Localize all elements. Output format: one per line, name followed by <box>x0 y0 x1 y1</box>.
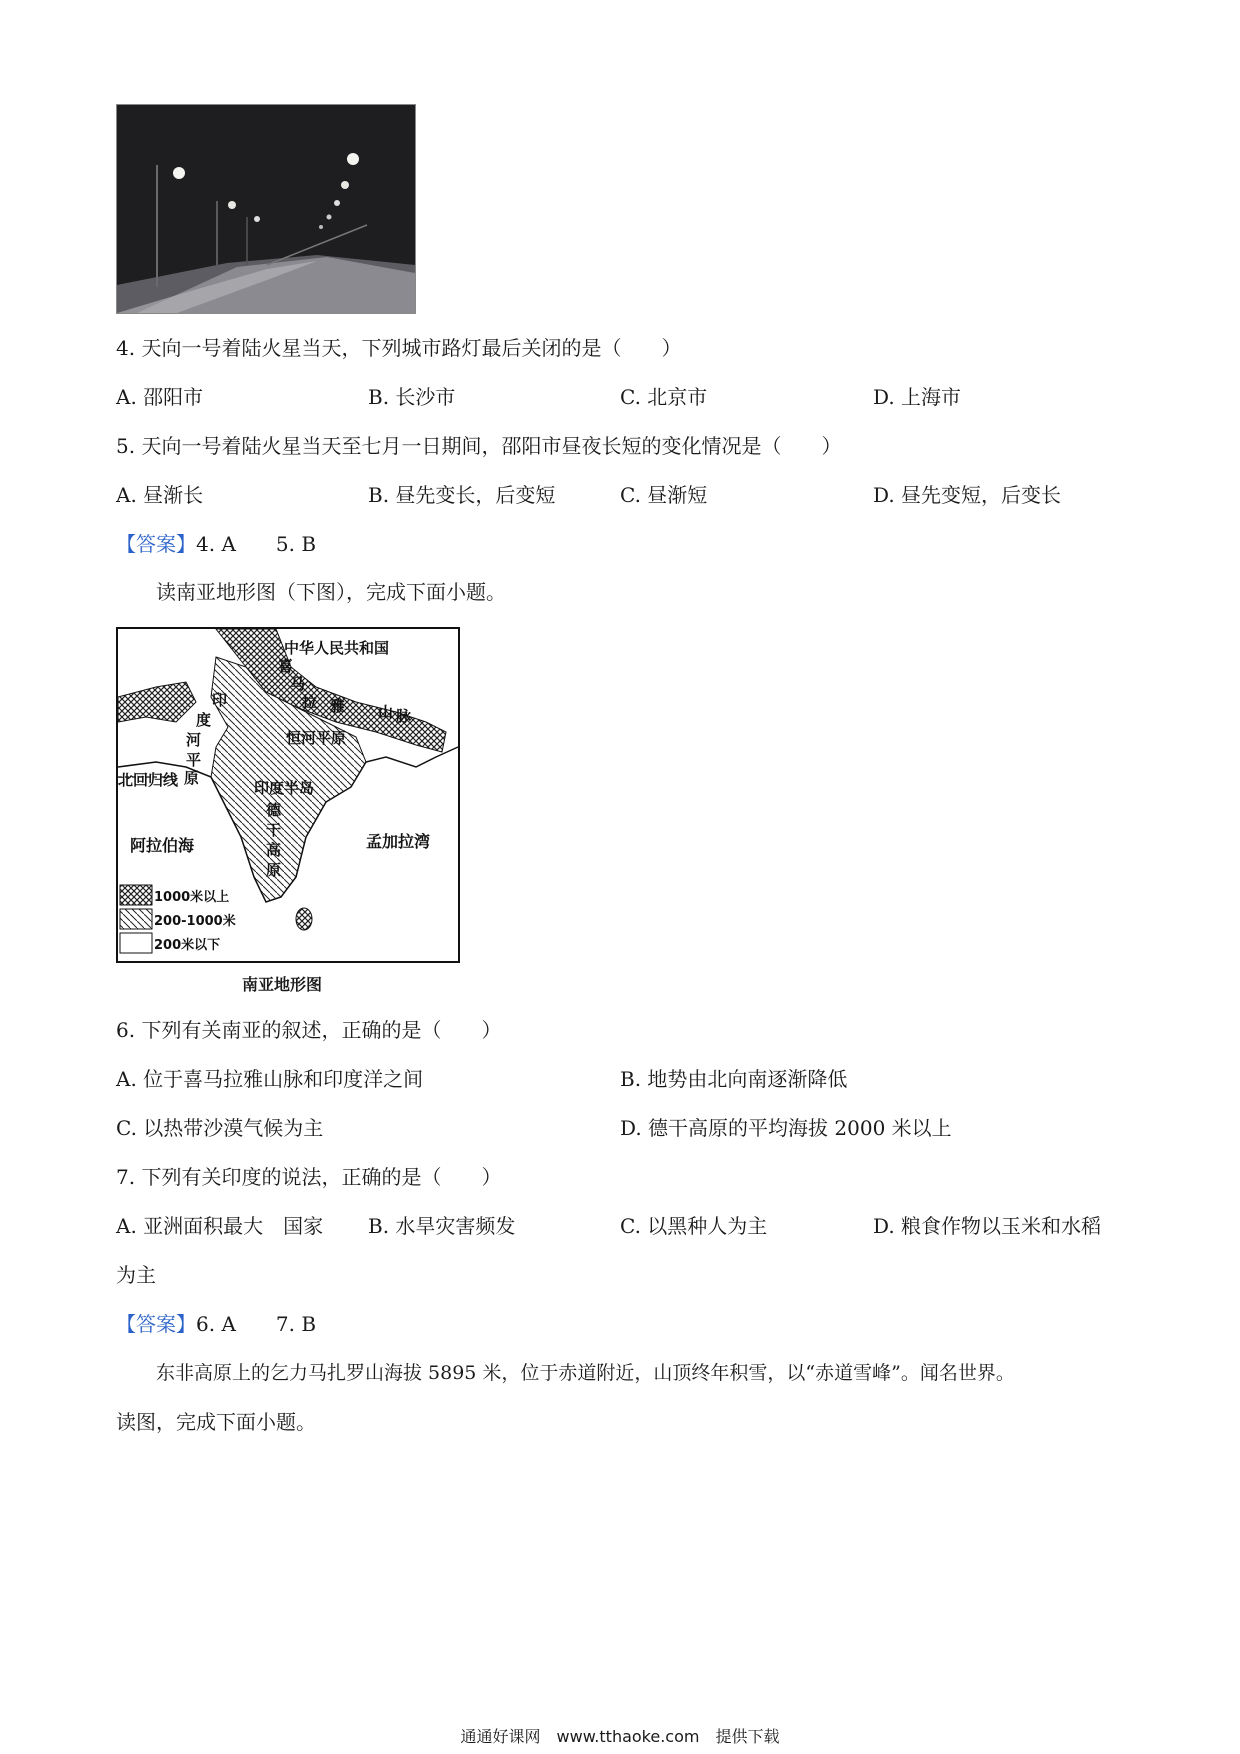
map-drawing <box>116 627 460 963</box>
legend-swatch-low <box>120 933 152 953</box>
label-himalaya-2: 马 <box>290 675 306 693</box>
answer-tag: 【答案】 <box>116 532 196 556</box>
question-4-stem: 4. 天向一号着陆火星当天，下列城市路灯最后关闭的是（ ） <box>116 336 682 360</box>
label-indus-5: 原 <box>184 769 200 787</box>
map-caption: 南亚地形图 <box>242 975 323 994</box>
q5-option-c: C. 昼渐短 <box>620 483 708 507</box>
label-deccan-4: 原 <box>266 861 282 879</box>
label-himalaya-6: 脉 <box>396 707 412 725</box>
question-6-stem: 6. 下列有关南亚的叙述，正确的是（ ） <box>116 1018 502 1042</box>
q6-option-c: C. 以热带沙漠气候为主 <box>116 1116 324 1140</box>
answer-text: 4. A 5. B <box>196 532 317 556</box>
label-indus-1: 印 <box>212 691 228 709</box>
q6-option-a: A. 位于喜马拉雅山脉和印度洋之间 <box>116 1067 424 1091</box>
label-himalaya-5: 山 <box>378 703 394 721</box>
answer-block-2 <box>116 1310 316 1338</box>
label-indus-3: 河 <box>186 731 202 749</box>
q4-option-a: A. 邵阳市 <box>116 385 204 409</box>
q7-option-d-continuation: 为主 <box>116 1263 156 1287</box>
label-himalaya-1: 喜 <box>278 657 294 675</box>
label-arabian-sea: 阿拉伯海 <box>130 836 195 855</box>
south-asia-terrain-map <box>116 627 460 963</box>
q5-option-d: D. 昼先变短，后变长 <box>873 483 1062 507</box>
label-tropic: 北回归线 <box>118 771 179 789</box>
legend-high: 1000米以上 <box>154 890 230 905</box>
label-himalaya-3: 拉 <box>302 693 318 711</box>
street-light-illustration <box>117 105 415 313</box>
answer-block-1 <box>116 530 316 558</box>
legend-low: 200米以下 <box>154 938 221 953</box>
q4-option-d: D. 上海市 <box>873 385 962 409</box>
label-china: 中华人民共和国 <box>284 639 390 657</box>
legend-swatch-high <box>120 885 152 905</box>
q6-option-d: D. 德干高原的平均海拔 2000 米以上 <box>620 1116 952 1140</box>
label-indus-4: 平 <box>186 751 202 769</box>
page-footer: 通通好课网 www.tthaoke.com 提供下载 <box>460 1727 780 1746</box>
kilimanjaro-intro-line-1: 东非高原上的乞力马扎罗山海拔 5895 米，位于赤道附近，山顶终年积雪，以“赤道雪峰”。闻名世界。 <box>156 1362 1015 1384</box>
label-indus-2: 度 <box>196 711 212 729</box>
label-peninsula: 印度半岛 <box>254 779 315 797</box>
label-deccan-1: 德 <box>266 801 282 819</box>
q4-option-b: B. 长沙市 <box>368 385 456 409</box>
label-ganges: 恒河平原 <box>286 729 347 747</box>
q7-option-c: C. 以黑种人为主 <box>620 1214 768 1238</box>
legend-mid: 200-1000米 <box>154 914 236 929</box>
q4-option-c: C. 北京市 <box>620 385 708 409</box>
q7-option-a: A. 亚洲面积最大 国家 <box>116 1214 324 1238</box>
answer-text: 6. A 7. B <box>196 1312 317 1336</box>
q7-option-b: B. 水旱灾害频发 <box>368 1214 516 1238</box>
label-bay-of-bengal: 孟加拉湾 <box>366 832 431 851</box>
label-deccan-2: 干 <box>266 821 282 839</box>
answer-tag: 【答案】 <box>116 1312 196 1336</box>
q5-option-b: B. 昼先变长，后变短 <box>368 483 556 507</box>
q6-option-b: B. 地势由北向南逐渐降低 <box>620 1067 848 1091</box>
question-7-stem: 7. 下列有关印度的说法，正确的是（ ） <box>116 1165 502 1189</box>
kilimanjaro-intro-line-2: 读图，完成下面小题。 <box>116 1410 316 1434</box>
map-intro: 读南亚地形图（下图），完成下面小题。 <box>156 580 506 604</box>
label-deccan-3: 高 <box>266 841 282 859</box>
label-himalaya-4: 雅 <box>330 697 346 715</box>
question-5-stem: 5. 天向一号着陆火星当天至七月一日期间，邵阳市昼夜长短的变化情况是（ ） <box>116 434 842 458</box>
street-light-photo <box>116 104 416 314</box>
legend-swatch-mid <box>120 909 152 929</box>
q5-option-a: A. 昼渐长 <box>116 483 204 507</box>
q7-option-d: D. 粮食作物以玉米和水稻 <box>873 1214 1102 1238</box>
